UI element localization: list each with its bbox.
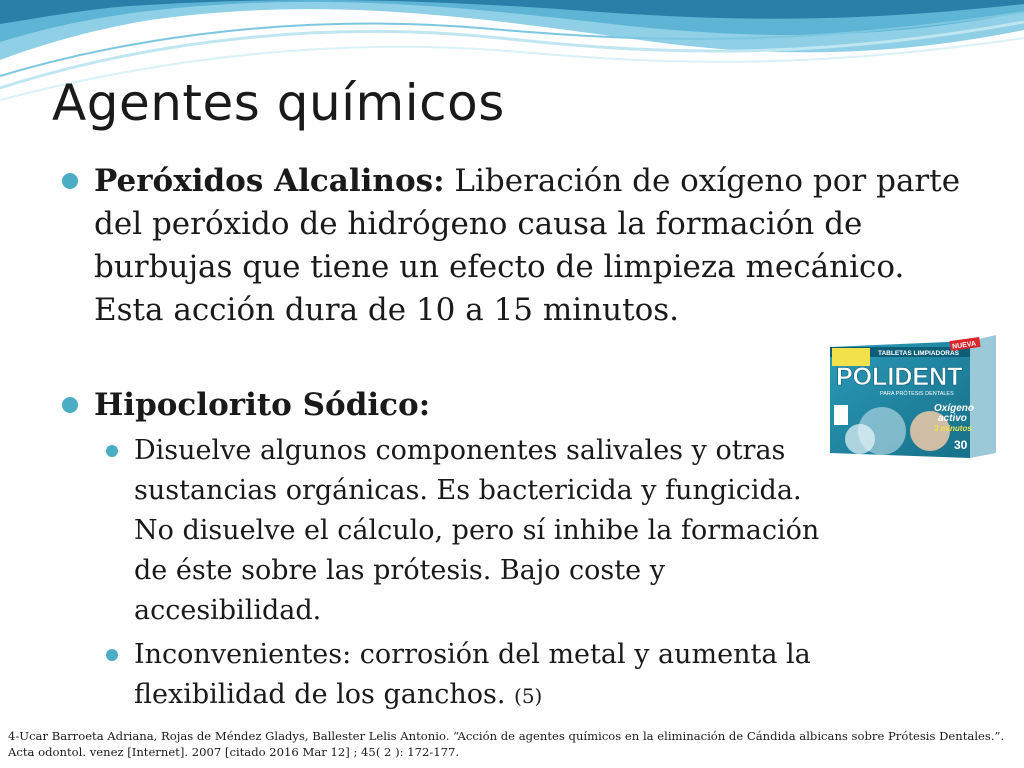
product-oxigeno: Oxígeno <box>934 403 975 414</box>
product-activo: activo <box>938 413 967 424</box>
product-count: 30 <box>954 438 968 452</box>
bullet-label: Peróxidos Alcalinos: <box>94 163 445 199</box>
product-badge: NUEVA <box>951 340 977 351</box>
slide-title: Agentes químicos <box>52 74 505 132</box>
reference-footnote: 4-Ucar Barroeta Adriana, Rojas de Méndez Gladys, Ballester Lelis Antonio. “Acción de agentes químicos en la eliminación de Cándida albicans sobre Prótesis Dentales.”. Acta odontol. venez [Internet]. 2007 [citado 2016 Mar 12] ; 45( 2 ): 172-177. <box>8 729 1005 759</box>
subbullet-disuelve <box>102 431 834 631</box>
bullet-label: Hipoclorito Sódico: <box>94 387 431 423</box>
bullet-dot-icon <box>106 445 118 457</box>
product-subline: PARA PRÓTESIS DENTALES <box>880 391 954 397</box>
product-minutos: 3 minutos <box>934 424 972 433</box>
bullet-dot-icon <box>62 397 78 413</box>
citation-reference: (5) <box>514 684 543 708</box>
subbullet-text: Inconvenientes: corrosión del metal y aumenta la flexibilidad de los ganchos. <box>134 639 811 710</box>
bullet-peroxidos <box>62 160 982 332</box>
subbullet-inconvenientes <box>102 635 894 716</box>
polident-product-image <box>830 335 996 458</box>
product-brand: POLIDENT <box>836 363 963 391</box>
bullet-dot-icon <box>62 173 78 189</box>
subbullet-text: Disuelve algunos componentes salivales y otras sustancias orgánicas. Es bactericida y fungicida. No disuelve el cálculo, pero sí inhibe la formación de éste sobre las prótesis. Bajo coste y accesibilidad. <box>134 435 820 626</box>
bullet-text: Liberación de oxígeno por parte del peróxido de hidrógeno causa la formación de burbujas que tiene un efecto de limpieza mecánico. Esta acción dura de 10 a 15 minutos. <box>94 163 961 328</box>
bullet-dot-icon <box>106 649 118 661</box>
product-tagline: TABLETAS LIMPIADORAS <box>878 350 960 357</box>
